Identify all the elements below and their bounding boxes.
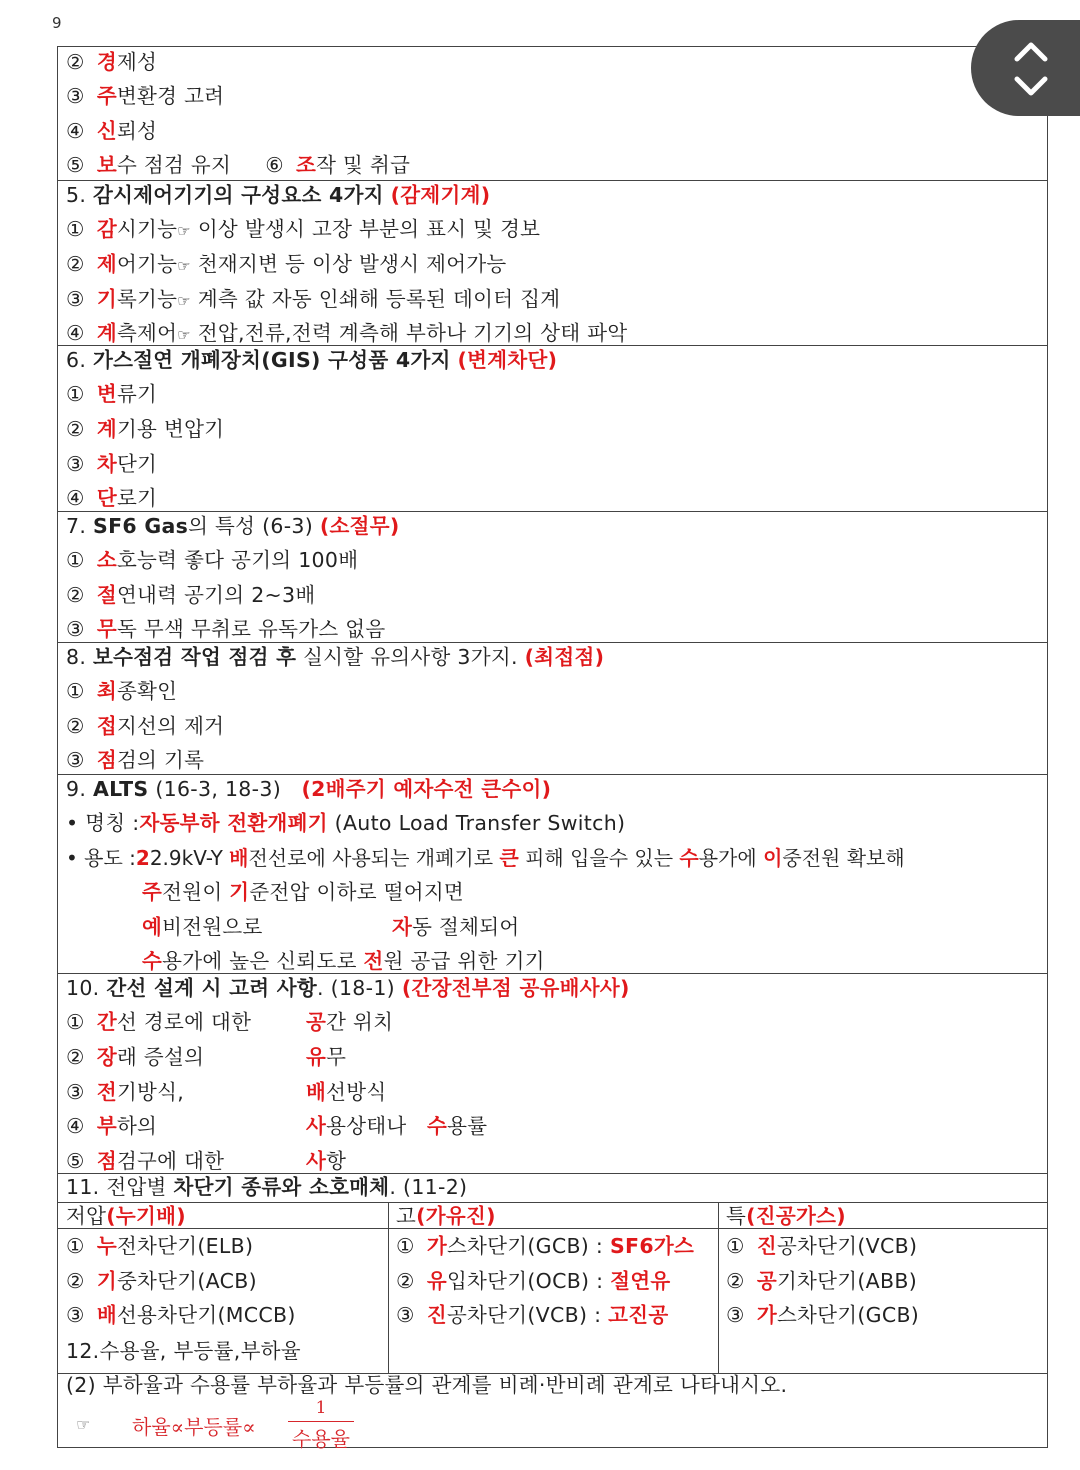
list-item: ② 제어기능☞ 천재지변 등 이상 발생시 제어가능 [66,252,507,276]
chevron-down-icon[interactable] [1011,74,1051,100]
list-item-right: 사항 [306,1149,347,1173]
table-cell: ③ 배선용차단기(MCCB) [66,1303,296,1327]
list-item: ① 최종확인 [66,679,178,703]
list-item: ① 간선 경로에 대한 [66,1010,252,1034]
list-item: ② 접지선의 제거 [66,714,225,738]
section-9-title: 9. ALTS (16-3, 18-3) (2배주기 예자수전 큰수이) [66,777,552,801]
list-item-right: 사용상태나 수용률 [306,1114,488,1138]
list-item: ④ 단로기 [66,486,158,510]
alts-use-cont-2b: 자동 절체되어 [392,915,520,939]
list-item: ③ 전기방식, [66,1080,185,1104]
col-header-low: 저압(누기배) [66,1204,186,1228]
item-environment: ③ 주변환경 고려 [66,84,225,108]
list-item: ② 절연내력 공기의 2~3배 [66,583,316,607]
document-table [57,46,1048,1451]
section-10 [58,973,1047,1174]
list-item-right: 유무 [306,1045,347,1069]
alts-use-cont-2: 예비전원으로 [142,915,263,939]
fraction-bar [288,1421,354,1422]
table-cell: ① 누전차단기(ELB) [66,1234,254,1258]
section-12-title: 12.수용율, 부등률,부하율 [66,1339,301,1363]
page-nav-overlay [971,20,1080,116]
alts-use-cont-3: 수용가에 높은 신뢰도로 전원 공급 위한 기기 [142,949,545,973]
col-header-special: 특(진공가스) [726,1204,846,1228]
list-item: ③ 기록기능☞ 계측 값 자동 인쇄해 등록된 데이터 집계 [66,287,561,311]
list-item: ④ 부하의 [66,1114,158,1138]
section-8 [58,642,1047,775]
item-reliability: ④ 신뢰성 [66,119,158,143]
section-12 [58,1339,1047,1451]
table-cell: ③ 가스차단기(GCB) [726,1303,920,1327]
chevron-up-icon[interactable] [1011,38,1051,64]
section-10-title: 10. 간선 설계 시 고려 사항. (18-1) (간장전부점 공유배사사) [66,976,630,1000]
list-item: ② 계기용 변압기 [66,417,225,441]
section-continued [58,47,1047,180]
section-5-title: 5. 감시제어기기의 구성요소 4가지 (감제기계) [66,183,491,207]
section-8-title: 8. 보수점검 작업 점검 후 실시할 유의사항 3가지. (최접점) [66,645,605,669]
fraction-numerator: 1 [315,1398,327,1418]
formula: 하율∝부등률∝ [132,1415,256,1439]
list-item: ③ 무독 무색 무취로 유독가스 없음 [66,617,386,641]
table-divider [58,1202,1047,1203]
table-divider [718,1202,719,1374]
fraction-denominator: 수용율 [292,1427,350,1451]
list-item: ③ 차단기 [66,452,158,476]
list-item: ① 소호능력 좋다 공기의 100배 [66,548,359,572]
table-cell: ② 유입차단기(OCB) : 절연유 [396,1269,671,1293]
table-cell: ② 공기차단기(ABB) [726,1269,917,1293]
alts-use-cont-1: 주전원이 기준전압 이하로 떨어지면 [142,880,465,904]
list-item-right: 배선방식 [306,1080,387,1104]
section-6 [58,345,1047,512]
section-6-title: 6. 가스절연 개폐장치(GIS) 구성품 4가지 (변계차단) [66,348,558,372]
table-cell: ② 기중차단기(ACB) [66,1269,257,1293]
list-item: ① 감시기능☞ 이상 발생시 고장 부분의 표시 및 경보 [66,217,541,241]
item-economy: ② 경제성 [66,50,158,74]
item-maintenance: ⑤ 보수 점검 유지 ⑥ 조작 및 취급 [66,153,411,177]
table-cell: ① 진공차단기(VCB) [726,1234,918,1258]
col-header-high: 고(가유진) [396,1204,496,1228]
table-divider [58,1228,1047,1229]
list-item: ④ 계측제어☞ 전압,전류,전력 계측해 부하나 기기의 상태 파악 [66,321,628,345]
table-cell: ③ 진공차단기(VCB) : 고진공 [396,1303,669,1327]
section-5 [58,180,1047,346]
pointing-hand-icon: ☞ [76,1415,91,1434]
section-7-title: 7. SF6 Gas의 특성 (6-3) (소절무) [66,514,400,538]
section-7 [58,511,1047,643]
page-number: 9 [52,14,62,32]
list-item-right: 공간 위치 [306,1010,394,1034]
section-9 [58,774,1047,974]
list-item: ② 장래 증설의 [66,1045,205,1069]
alts-use: • 용도 :22.9kV-Y 배전선로에 사용되는 개폐기로 큰 피해 입을수 있는 수용가에 이중전원 확보해 [66,846,905,870]
alts-name: • 명칭 :자동부하 전환개폐기 (Auto Load Transfer Switch) [66,811,626,835]
list-item: ① 변류기 [66,382,158,406]
section-11-title: 11. 전압별 차단기 종류와 소호매체. (11-2) [66,1175,468,1199]
list-item: ③ 점검의 기록 [66,748,205,772]
list-item: ⑤ 점검구에 대한 [66,1149,225,1173]
section-12-question: (2) 부하율과 수용률 부하율과 부등률의 관계를 비례·반비례 관계로 나타내시오. [66,1373,788,1397]
table-divider [388,1202,389,1374]
table-cell: ① 가스차단기(GCB) : SF6가스 [396,1234,695,1258]
